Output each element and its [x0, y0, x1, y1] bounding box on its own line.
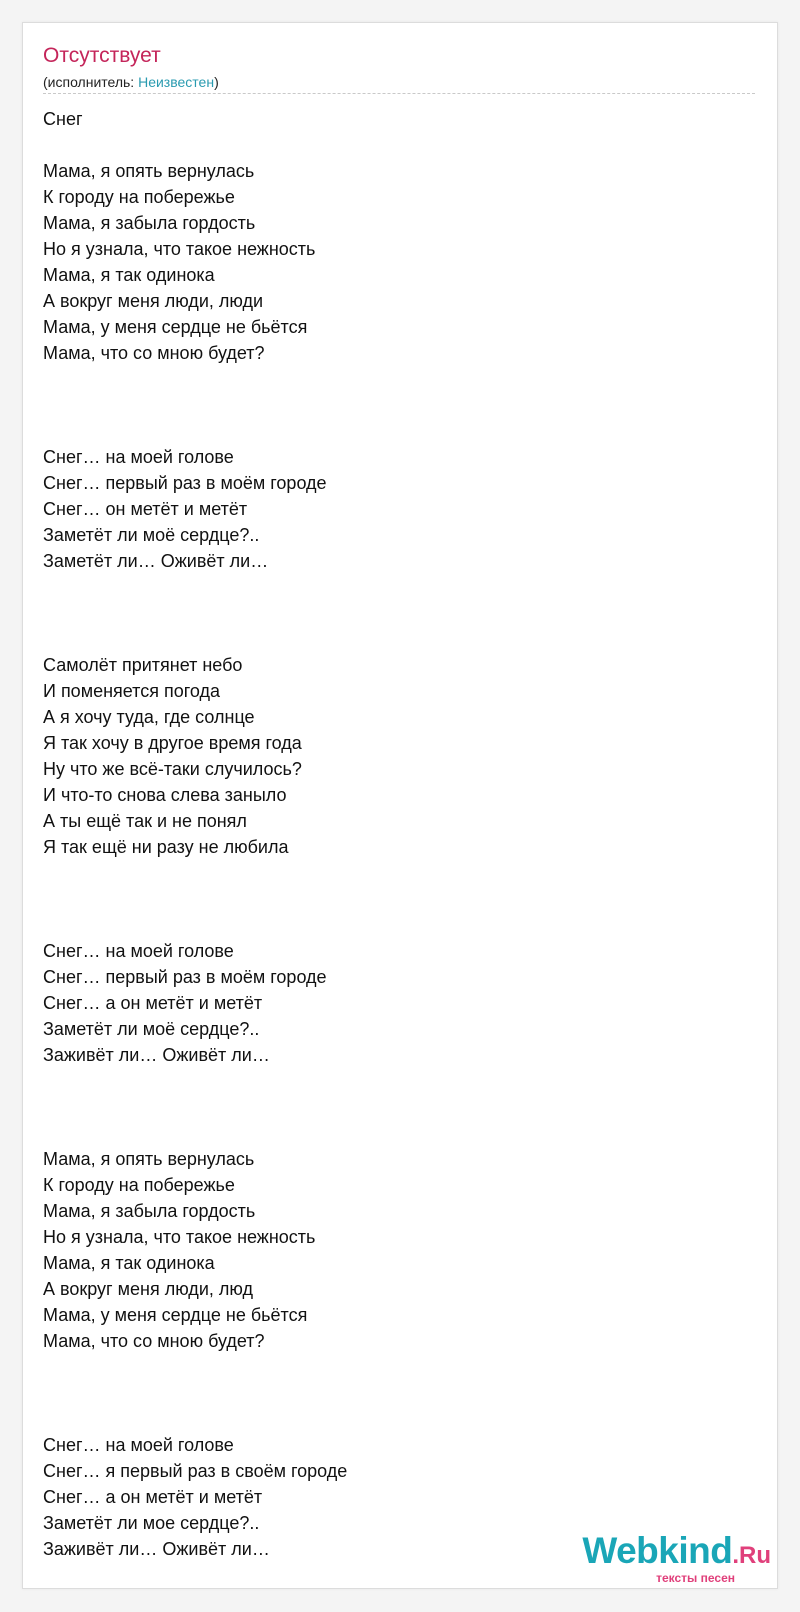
lyric-line: Мама, я так одинока [43, 265, 215, 285]
stanza-gap [43, 574, 755, 652]
lyrics-text [43, 106, 755, 1562]
lyric-line: А я хочу туда, где солнце [43, 707, 255, 727]
lyric-line: Снег… первый раз в моём городе [43, 967, 327, 987]
lyric-line: Мама, я забыла гордость [43, 213, 256, 233]
logo-suffix: .Ru [732, 1542, 771, 1569]
lyric-line: Снег… на моей голове [43, 447, 234, 467]
lyric-line: Но я узнала, что такое нежность [43, 1227, 316, 1247]
lyric-line: Самолёт притянет небо [43, 655, 243, 675]
lyric-line: Снег… я первый раз в своём городе [43, 1461, 348, 1481]
lyric-line: Мама, у меня сердце не бьётся [43, 1305, 308, 1325]
stanza-gap [43, 860, 755, 938]
lyric-line: К городу на побережье [43, 1175, 235, 1195]
stanza [43, 158, 755, 366]
stanza-gap [43, 1354, 755, 1432]
stanza-gap [43, 366, 755, 444]
stanza [43, 444, 755, 574]
lyric-line: И поменяется погода [43, 681, 221, 701]
lyric-line: Заживёт ли… Оживёт ли… [43, 1539, 270, 1559]
stanza [43, 652, 755, 860]
lyric-line: Я так ещё ни разу не любила [43, 837, 289, 857]
artist-suffix: ) [214, 74, 219, 90]
lyric-line: Мама, я так одинока [43, 1253, 215, 1273]
webkind-logo[interactable] [582, 1531, 771, 1584]
lyric-line: А вокруг меня люди, люди [43, 291, 264, 311]
lyric-line: А вокруг меня люди, люд [43, 1279, 253, 1299]
lyric-line: Я так хочу в другое время года [43, 733, 302, 753]
lyric-line: К городу на побережье [43, 187, 235, 207]
lyric-line: Снег… на моей голове [43, 1435, 234, 1455]
lyric-line: Мама, у меня сердце не бьётся [43, 317, 308, 337]
lyric-line: А ты ещё так и не понял [43, 811, 247, 831]
artist-prefix: (исполнитель: [43, 74, 139, 90]
lyric-line: Но я узнала, что такое нежность [43, 239, 316, 259]
lyric-line: Заметёт ли… Оживёт ли… [43, 551, 269, 571]
stanza [43, 1146, 755, 1354]
lyric-line: Мама, я опять вернулась [43, 161, 255, 181]
artist-link[interactable]: Неизвестен [138, 74, 215, 90]
lyric-line: Мама, я забыла гордость [43, 1201, 256, 1221]
song-title: Отсутствует [43, 44, 161, 67]
lyric-line: И что-то снова слева заныло [43, 785, 287, 805]
lyric-line: Заметёт ли моё сердце?.. [43, 1019, 260, 1039]
lyrics-card [22, 22, 778, 1589]
lyric-line: Снег… на моей голове [43, 941, 234, 961]
lyric-line: Мама, я опять вернулась [43, 1149, 255, 1169]
logo-tagline: тексты песен [656, 1571, 735, 1585]
lyric-line: Заметёт ли мое сердце?.. [43, 1513, 260, 1533]
logo-brand: Webkind [582, 1530, 733, 1571]
lyric-line: Заметёт ли моё сердце?.. [43, 525, 260, 545]
lyric-line: Мама, что со мною будет? [43, 343, 265, 363]
lyric-line: Ну что же всё-таки случилось? [43, 759, 302, 779]
stanza [43, 938, 755, 1068]
stanza-gap [43, 132, 755, 158]
stanza-gap [43, 1068, 755, 1146]
logo-wordmark [582, 1531, 771, 1576]
artist-line [43, 73, 219, 91]
lyrics-heading: Снег [43, 109, 83, 129]
lyric-line: Снег… первый раз в моём городе [43, 473, 327, 493]
title-divider [43, 93, 755, 94]
lyric-line: Заживёт ли… Оживёт ли… [43, 1045, 270, 1065]
lyric-line: Снег… а он метёт и метёт [43, 993, 263, 1013]
lyric-line: Снег… а он метёт и метёт [43, 1487, 263, 1507]
lyric-line: Снег… он метёт и метёт [43, 499, 248, 519]
lyric-line: Мама, что со мною будет? [43, 1331, 265, 1351]
